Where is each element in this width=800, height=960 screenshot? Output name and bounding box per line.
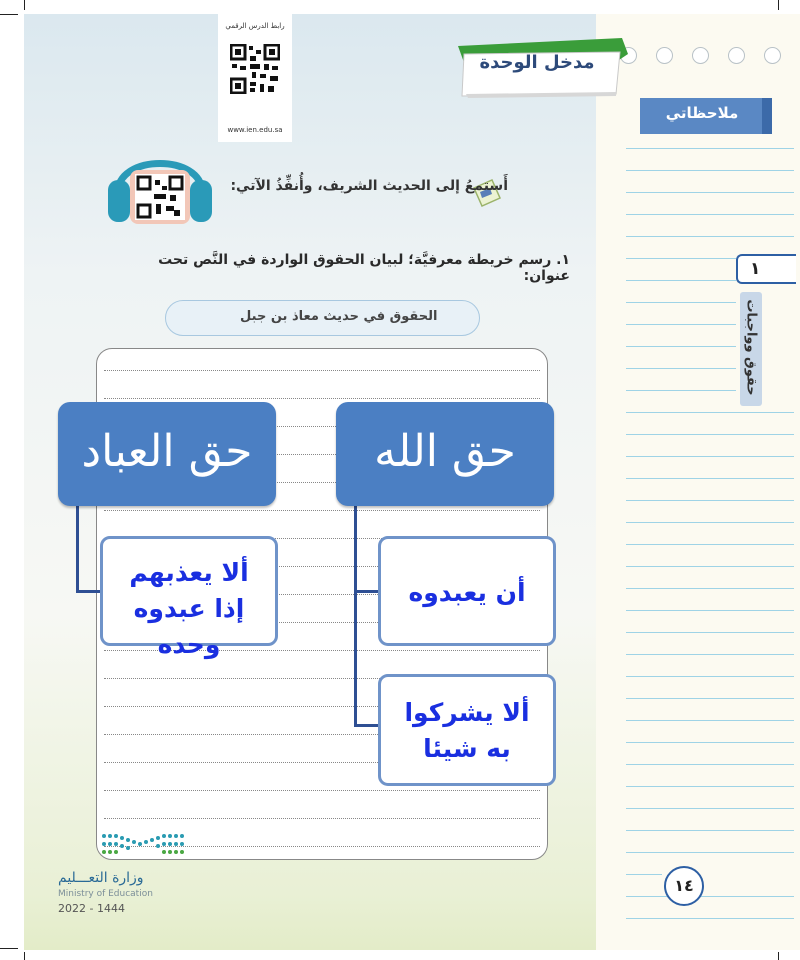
left-header: حق العباد (81, 426, 253, 477)
instruction-text: أَستمعُ إلى الحديث الشريف، وأُنفِّذُ الآتي: (230, 178, 508, 194)
edition-year: 2022 - 1444 (58, 902, 125, 915)
answer-box (378, 536, 556, 646)
note-line (626, 852, 794, 853)
binder-ring-icon (764, 47, 781, 64)
note-line (626, 390, 736, 391)
dotted-line (104, 510, 540, 511)
crop-mark (0, 14, 18, 15)
answer-text: ألا يشركوا به شيئا (404, 698, 530, 763)
note-line (626, 654, 794, 655)
note-line (626, 742, 794, 743)
map-title-pill (165, 300, 480, 336)
binder-ring-icon (656, 47, 673, 64)
binder-ring-icon (692, 47, 709, 64)
note-line (626, 676, 794, 677)
dotted-line (104, 790, 540, 791)
note-line (626, 192, 794, 193)
note-line (626, 148, 794, 149)
answer-text: أن يعبدوه (408, 578, 526, 607)
lesson-number: ١ (750, 259, 761, 279)
task-text: ١. رسم خريطة معرفيَّة؛ لبيان الحقوق الواردة في النَّص تحت عنوان: (158, 252, 570, 284)
ministry-logo-icon (100, 830, 190, 856)
dotted-line (104, 818, 540, 819)
note-line (626, 478, 794, 479)
note-line (626, 632, 794, 633)
lesson-title: حقوق وواجبات (743, 299, 759, 396)
answer-text: ألا يعذبهم إذا عبدوه وحده (129, 558, 249, 659)
answer-box (100, 536, 278, 659)
note-line (626, 544, 794, 545)
note-line (626, 500, 794, 501)
lesson-title-tab (740, 292, 762, 406)
note-line (626, 918, 794, 919)
crop-mark (0, 948, 18, 949)
qr-code-icon (230, 44, 280, 94)
note-line (626, 720, 794, 721)
right-header-box (336, 402, 554, 506)
note-line (626, 302, 736, 303)
connector-line (354, 590, 380, 593)
dotted-line (104, 370, 540, 371)
connector-line (354, 504, 357, 726)
note-line (626, 764, 794, 765)
note-line (626, 258, 736, 259)
connector-line (76, 590, 102, 593)
right-header: حق الله (374, 426, 516, 477)
note-line (626, 522, 794, 523)
note-line (626, 566, 794, 567)
note-line (626, 280, 736, 281)
ministry-name-ar: وزارة التعـــليم (58, 870, 144, 886)
qr-caption: رابط الدرس الرقمي (225, 22, 285, 30)
note-line (626, 434, 794, 435)
note-line (626, 214, 794, 215)
note-line (626, 236, 794, 237)
page-number-badge (664, 866, 704, 906)
note-line (626, 896, 794, 897)
crop-mark (24, 0, 25, 10)
note-line (626, 368, 736, 369)
dotted-line (104, 398, 540, 399)
note-line (626, 698, 794, 699)
note-line (626, 170, 794, 171)
crop-mark (24, 952, 25, 960)
ministry-name-en: Ministry of Education (58, 889, 153, 899)
note-line (626, 874, 662, 875)
note-line (626, 588, 794, 589)
crop-mark (778, 0, 779, 10)
unit-title: مدخل الوحدة (479, 52, 595, 73)
crop-mark (778, 952, 779, 960)
page-number: ١٤ (674, 876, 694, 895)
note-line (626, 346, 736, 347)
note-line (626, 412, 794, 413)
qr-card[interactable] (218, 14, 292, 142)
headphones-qr-icon[interactable] (108, 140, 212, 226)
note-line (626, 610, 794, 611)
lesson-number-tab (736, 254, 796, 284)
note-line (626, 324, 736, 325)
connector-line (354, 724, 380, 727)
map-title: الحقوق في حديث معاذ بن جبل (240, 309, 438, 324)
notes-sidebar (596, 14, 800, 950)
qr-url: www.ien.edu.sa (227, 126, 283, 134)
left-header-box (58, 402, 276, 506)
connector-line (76, 504, 79, 592)
note-line (626, 830, 794, 831)
binder-ring-icon (728, 47, 745, 64)
answer-box (378, 674, 556, 786)
notes-label: ملاحظاتي (665, 104, 739, 122)
note-line (626, 786, 794, 787)
note-line (626, 456, 794, 457)
note-line (626, 808, 794, 809)
